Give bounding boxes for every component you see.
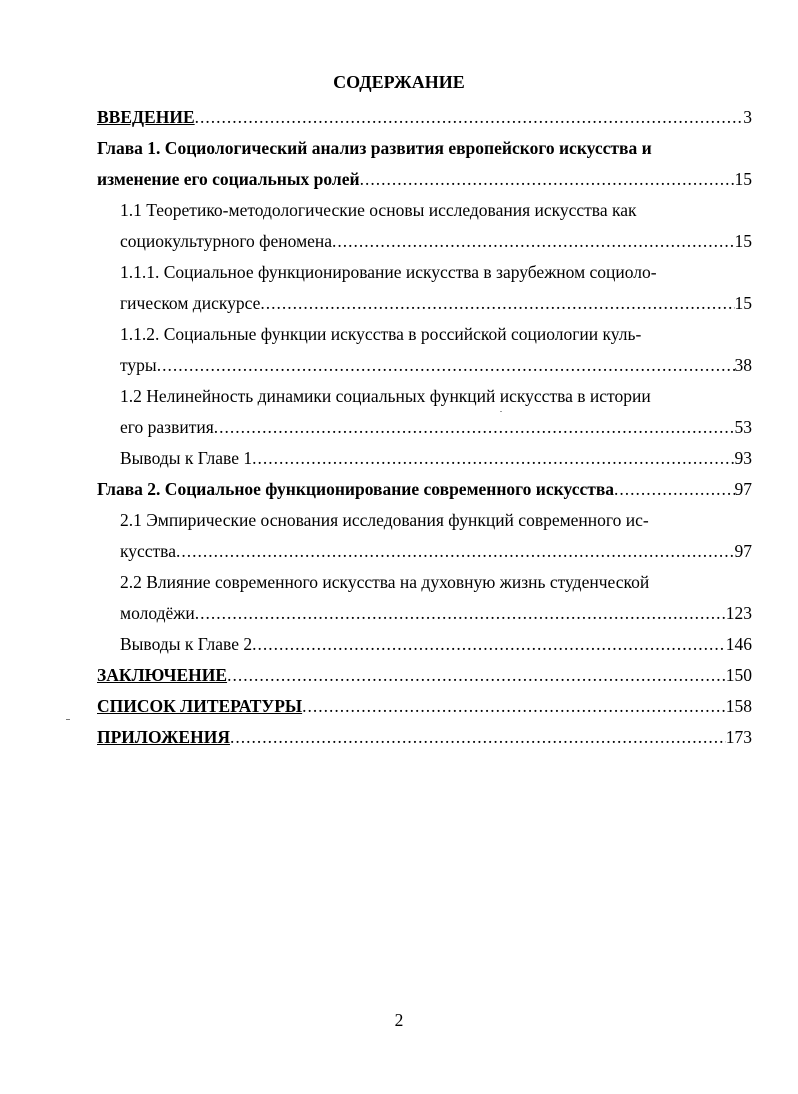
- toc-entry-chapter-1[interactable]: [97, 164, 752, 195]
- toc-page-number: 150: [725, 665, 752, 685]
- toc-entry-section-1-2[interactable]: [97, 412, 752, 443]
- toc-entry-introduction[interactable]: [97, 102, 752, 133]
- table-of-contents: [97, 102, 752, 753]
- dot-leader: [252, 443, 734, 474]
- toc-entry-label: Глава 2. Социальное функционирование современного искусства: [97, 479, 615, 499]
- toc-entry-label: молодёжи: [120, 603, 195, 623]
- toc-page-number: 123: [725, 603, 752, 623]
- toc-page-number: 97: [734, 479, 752, 499]
- toc-entry-label: гическом дискурсе: [120, 293, 261, 313]
- toc-page-number: 15: [734, 231, 752, 251]
- toc-entry-section-1-1-2[interactable]: [97, 350, 752, 381]
- toc-entry-label: Выводы к Главе 2: [120, 634, 253, 654]
- toc-entry-conclusion[interactable]: [97, 660, 752, 691]
- dot-leader: [260, 288, 734, 319]
- toc-entry-section-1-2-line-1[interactable]: 1.2 Нелинейность динамики социальных функций искусства в истории: [120, 386, 651, 406]
- toc-entry-label: ПРИЛОЖЕНИЯ: [97, 727, 230, 747]
- dot-leader: [614, 474, 734, 505]
- dot-leader: [214, 412, 735, 443]
- toc-entry-section-1-1[interactable]: [97, 226, 752, 257]
- toc-page-number: 93: [734, 448, 752, 468]
- toc-page-number: 146: [725, 634, 752, 654]
- toc-page-number: 53: [734, 417, 752, 437]
- toc-entry-section-2-1-line-1[interactable]: 2.1 Эмпирические основания исследования функций современного ис-: [120, 510, 649, 530]
- toc-entry-label: туры: [120, 355, 157, 375]
- toc-entry-section-2-2-line-1[interactable]: 2.2 Влияние современного искусства на духовную жизнь студенческой: [120, 572, 650, 592]
- toc-entry-section-2-2[interactable]: [97, 598, 752, 629]
- toc-entry-section-2-1[interactable]: [97, 536, 752, 567]
- dot-leader: [195, 598, 726, 629]
- toc-entry-label: его развития: [120, 417, 214, 437]
- toc-page-number: 3: [743, 107, 752, 127]
- dot-leader: [360, 164, 735, 195]
- toc-page-number: 97: [734, 541, 752, 561]
- dot-leader: [195, 102, 744, 133]
- toc-entry-label: Выводы к Главе 1: [120, 448, 253, 468]
- toc-entry-label: СПИСОК ЛИТЕРАТУРЫ: [97, 696, 303, 716]
- scan-speck: [500, 411, 502, 412]
- toc-entry-label: изменение его социальных ролей: [97, 169, 360, 189]
- dot-leader: [332, 226, 734, 257]
- dot-leader: [302, 691, 726, 722]
- toc-entry-label: ВВЕДЕНИЕ: [97, 107, 195, 127]
- dot-leader: [252, 629, 726, 660]
- toc-page-number: 158: [725, 696, 752, 716]
- toc-entry-chapter-1-line-1[interactable]: Глава 1. Социологический анализ развития европейского искусства и: [97, 138, 652, 158]
- page-title: СОДЕРЖАНИЕ: [333, 72, 465, 92]
- dot-leader: [230, 722, 726, 753]
- toc-page-number: 173: [725, 727, 752, 747]
- toc-entry-label: социокультурного феномена: [120, 231, 333, 251]
- toc-entry-label: ЗАКЛЮЧЕНИЕ: [97, 665, 228, 685]
- toc-entry-label: кусства: [120, 541, 176, 561]
- toc-page-number: 38: [734, 355, 752, 375]
- scan-mark: [66, 719, 70, 720]
- page-number: 2: [394, 1010, 404, 1030]
- toc-entry-chapter-2[interactable]: [97, 474, 752, 505]
- toc-entry-section-1-1-2-line-1[interactable]: 1.1.2. Социальные функции искусства в российской социологии куль-: [120, 324, 642, 344]
- toc-entry-appendices[interactable]: [97, 722, 752, 753]
- dot-leader: [157, 350, 735, 381]
- dot-leader: [176, 536, 735, 567]
- toc-entry-conclusions-chapter-2[interactable]: [97, 629, 752, 660]
- toc-entry-references[interactable]: [97, 691, 752, 722]
- toc-entry-section-1-1-1[interactable]: [97, 288, 752, 319]
- toc-entry-section-1-1-1-line-1[interactable]: 1.1.1. Социальное функционирование искусства в зарубежном социоло-: [120, 262, 657, 282]
- dot-leader: [227, 660, 726, 691]
- toc-entry-section-1-1-line-1[interactable]: 1.1 Теоретико-методологические основы исследования искусства как: [120, 200, 637, 220]
- toc-page-number: 15: [734, 169, 752, 189]
- toc-page-number: 15: [734, 293, 752, 313]
- toc-entry-conclusions-chapter-1[interactable]: [97, 443, 752, 474]
